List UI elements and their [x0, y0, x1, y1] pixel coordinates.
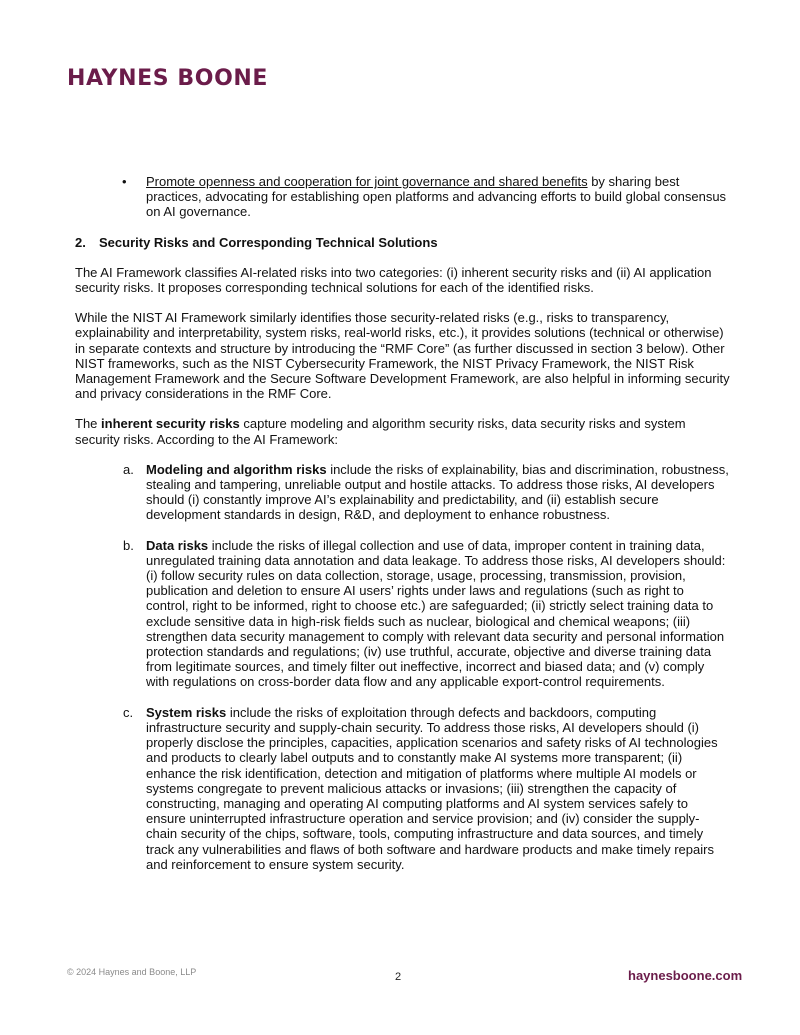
bullet-item	[75, 174, 730, 220]
footer-website-link[interactable]: haynesboone.com	[628, 968, 743, 983]
risk-text: include the risks of exploitation through defects and backdoors, computing infrastructure security and supply-chain security. To address those risks, AI developers should (i) properly disclose the principles, capacities, application scenarios and safety risks of AI technologies and products to clearly label outputs and to constantly make AI systems more transparent; (ii) enhance the risk identification, detection and mitigation of platforms where multiple AI models or systems congregate to prevent malicious attacks or invasions; (iii) strengthen the capacity of constructing, managing and operating AI computing platforms and AI system services safely to ensure uninterrupted infrastructure operation and service provision; and (iv) consider the supply-chain security of the chips, software, tools, computing infrastructure and data sources, and timely track any vulnerabilities and flaws of both software and hardware products and make timely repairs and reinforcement to ensure system security.	[146, 704, 718, 872]
risk-letter: b.	[123, 537, 134, 553]
risk-title: Modeling and algorithm risks	[146, 461, 327, 477]
risk-item-modeling	[75, 462, 730, 523]
paragraph-3-post: capture modeling and algorithm security risks, data security risks and system security risks. According to the AI Framework:	[75, 416, 686, 447]
paragraph-3	[75, 416, 730, 446]
section-title: Security Risks and Corresponding Technical Solutions	[99, 234, 438, 250]
risk-title: System risks	[146, 704, 227, 720]
risk-text: include the risks of explainability, bias and discrimination, robustness, stealing and tampering, unreliable output and hostile attacks. To address those risks, AI developers should (i) constantly improve AI’s explainability and predictability, and (ii) establish secure development standards in design, R&D, and deployment to enhance robustness.	[146, 461, 729, 523]
footer-page-number: 2	[395, 971, 402, 983]
haynes-boone-logo: HAYNES BOONE	[67, 66, 269, 91]
risk-item-data	[75, 538, 730, 690]
paragraph-1: The AI Framework classifies AI-related risks into two categories: (i) inherent security risks and (ii) AI application security risks. It proposes corresponding technical solutions for each of the identified risks.	[75, 264, 712, 296]
document-body	[75, 174, 730, 872]
risk-item-system	[75, 705, 730, 872]
risk-letter: c.	[123, 704, 134, 720]
footer-copyright: © 2024 Haynes and Boone, LLP	[67, 967, 197, 977]
paragraph-2: While the NIST AI Framework similarly identifies those security-related risks (e.g., risks to transparency, explainability and interpretability, system risks, real-world risks, etc.), it provides solutions (technical or otherwise) in separate contexts and structure by introducing the “RMF Core” (as further discussed in section 3 below). Other NIST frameworks, such as the NIST Cybersecurity Framework, the NIST Privacy Framework, the NIST Risk Management Framework and the Secure Software Development Framework, are also helpful in informing security and privacy considerations in the RMF Core.	[75, 310, 730, 402]
risk-letter: a.	[123, 461, 134, 477]
paragraph-3-pre: The	[75, 416, 102, 432]
section-number: 2.	[75, 234, 86, 250]
risk-title: Data risks	[146, 537, 209, 553]
section-heading	[75, 235, 730, 250]
bullet-icon: •	[122, 174, 127, 189]
paragraph-3-bold: inherent security risks	[101, 416, 240, 432]
bullet-underlined-text: Promote openness and cooperation for joint governance and shared benefits	[146, 174, 588, 189]
risk-text: include the risks of illegal collection and use of data, improper content in training data, unregulated training data annotation and data leakage. To address those risks, AI developers should: (i) follow security rules on data collection, storage, usage, processing, transmission, provision, publication and deletion to ensure AI users’ rights under laws and regulations (such as right to control, right to be informed, right to choose etc.) are safeguarded; (ii) strictly select training data to exclude sensitive data in high-risk fields such as nuclear, biological and chemical weapons; (iii) strengthen data security management to comply with relevant data security and personal information protection standards and regulations; (iv) use truthful, accurate, objective and diverse training data from legitimate sources, and timely filter out ineffective, incorrect and biased data; and (v) comply with regulations on cross-border data flow and any applicable export-control requirements.	[146, 537, 726, 690]
bullet-text: by sharing best practices, advocating for establishing open platforms and advancing efforts to build global consensus on AI governance.	[146, 174, 727, 220]
